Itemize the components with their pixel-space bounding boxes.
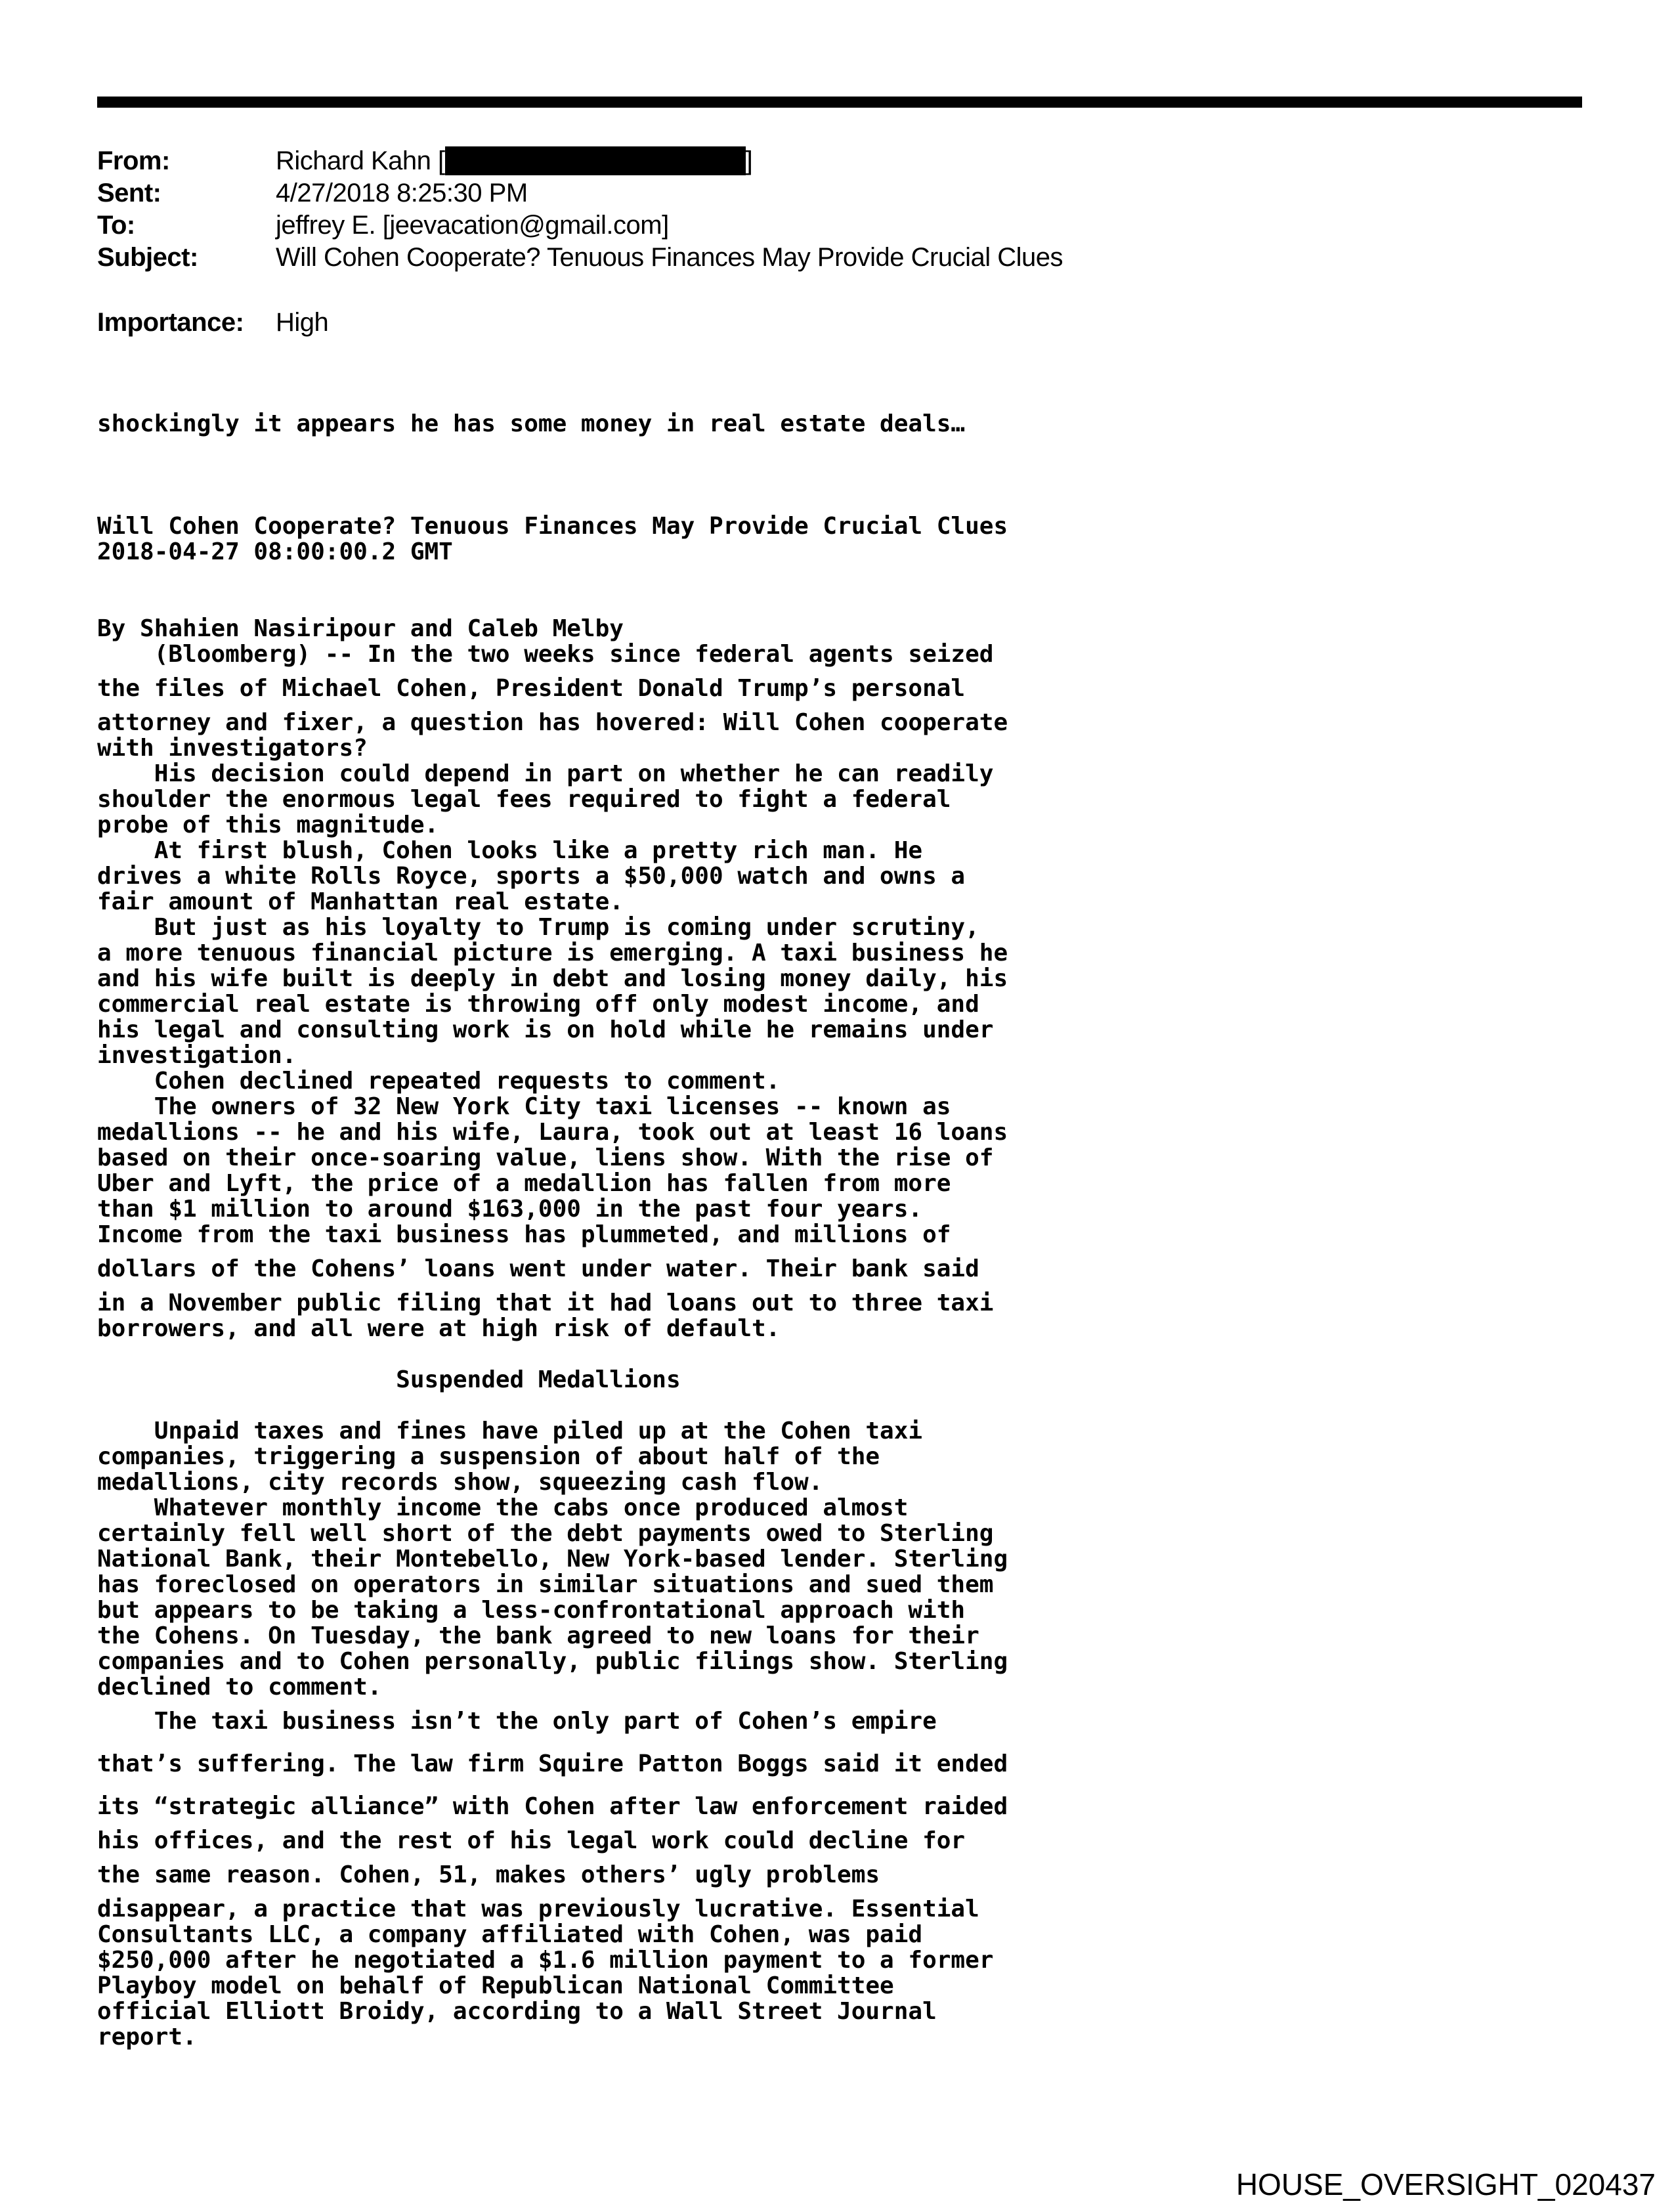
body-line: $250,000 after he negotiated a $1.6 million payment to a former (97, 1947, 994, 1974)
body-blank-line (97, 1341, 1008, 1367)
subject-label: Subject: (97, 243, 198, 272)
importance-label: Importance: (97, 308, 244, 337)
redaction-bar (445, 146, 746, 175)
body-line: dollars of the Cohens’ loans went under water. Their bank said (97, 1255, 979, 1282)
body-line: shockingly it appears he has some money in real estate deals… (97, 410, 966, 437)
body-line: borrowers, and all were at high risk of default. (97, 1315, 781, 1342)
body-line: but appears to be taking a less-confrontational approach with (97, 1597, 966, 1624)
subject-value: Will Cohen Cooperate? Tenuous Finances May Provide Crucial Clues (276, 243, 1063, 272)
sent-label: Sent: (97, 179, 161, 207)
body-line: But just as his loyalty to Trump is coming under scrutiny, (97, 914, 979, 941)
bates-number: HOUSE_OVERSIGHT_020437 (1235, 2167, 1656, 2201)
importance-value: High (276, 308, 329, 337)
body-blank-line (97, 488, 1008, 513)
body-line: disappear, a practice that was previously lucrative. Essential (97, 1896, 979, 1922)
to-label: To: (97, 211, 135, 240)
body-line: investigation. (97, 1042, 297, 1069)
email-body (97, 411, 1008, 2050)
body-line: medallions -- he and his wife, Laura, took out at least 16 loans (97, 1119, 1008, 1146)
body-line: Will Cohen Cooperate? Tenuous Finances May Provide Crucial Clues (97, 513, 1008, 540)
body-blank-line (97, 1393, 1008, 1418)
body-line: Income from the taxi business has plummeted, and millions of (97, 1221, 951, 1248)
body-blank-line (97, 590, 1008, 616)
body-blank-line (97, 462, 1008, 488)
body-line: The taxi business isn’t the only part of Cohen’s empire (97, 1708, 937, 1735)
body-line: its “strategic alliance” with Cohen after law enforcement raided (97, 1793, 1008, 1820)
body-line: companies and to Cohen personally, public filings show. Sterling (97, 1648, 1008, 1675)
body-line: (Bloomberg) -- In the two weeks since federal agents seized (97, 641, 994, 668)
from-value-prefix: Richard Kahn [ (276, 146, 445, 175)
body-line: his offices, and the rest of his legal work could decline for (97, 1827, 966, 1854)
body-line: the Cohens. On Tuesday, the bank agreed to new loans for their (97, 1622, 979, 1649)
body-line: than $1 million to around $163,000 in the past four years. (97, 1196, 923, 1223)
body-line: Suspended Medallions (97, 1366, 681, 1393)
body-line: His decision could depend in part on whether he can readily (97, 760, 994, 787)
body-line: companies, triggering a suspension of about half of the (97, 1443, 880, 1470)
body-line: in a November public filing that it had loans out to three taxi (97, 1290, 994, 1316)
from-label: From: (97, 146, 170, 175)
header-row-to (97, 210, 669, 240)
body-blank-line (97, 437, 1008, 462)
sent-value: 4/27/2018 8:25:30 PM (276, 179, 528, 207)
body-line: with investigators? (97, 735, 368, 762)
body-line: Cohen declined repeated requests to comment. (97, 1068, 781, 1095)
body-line: 2018-04-27 08:00:00.2 GMT (97, 538, 453, 565)
body-line: commercial real estate is throwing off only modest income, and (97, 991, 979, 1018)
body-line: has foreclosed on operators in similar situations and sued them (97, 1571, 994, 1598)
from-value-suffix: ] (745, 146, 753, 175)
body-line: based on their once-soaring value, liens show. With the rise of (97, 1144, 994, 1171)
body-line: attorney and fixer, a question has hovered: Will Cohen cooperate (97, 709, 1008, 736)
body-line: Playboy model on behalf of Republican National Committee (97, 1972, 894, 1999)
body-line: report. (97, 2024, 197, 2050)
body-line: his legal and consulting work is on hold while he remains under (97, 1016, 994, 1043)
body-line: shoulder the enormous legal fees required to fight a federal (97, 786, 951, 813)
body-line: a more tenuous financial picture is emerging. A taxi business he (97, 940, 1008, 966)
body-line: the same reason. Cohen, 51, makes others’ ugly problems (97, 1861, 880, 1888)
header-row-from (97, 146, 752, 176)
body-line: fair amount of Manhattan real estate. (97, 888, 624, 915)
body-line: National Bank, their Montebello, New York-based lender. Sterling (97, 1546, 1008, 1572)
body-line: Unpaid taxes and fines have piled up at the Cohen taxi (97, 1418, 923, 1444)
header-row-sent (97, 178, 528, 208)
body-line: Whatever monthly income the cabs once produced almost (97, 1494, 909, 1521)
header-divider-rule (97, 97, 1582, 108)
body-line: official Elliott Broidy, according to a Wall Street Journal (97, 1998, 937, 2025)
header-row-subject (97, 242, 1063, 272)
body-line: and his wife built is deeply in debt and losing money daily, his (97, 965, 1008, 992)
body-line: At first blush, Cohen looks like a pretty rich man. He (97, 837, 923, 864)
body-line: Consultants LLC, a company affiliated with Cohen, was paid (97, 1921, 923, 1948)
body-line: medallions, city records show, squeezing cash flow. (97, 1469, 823, 1496)
body-line: drives a white Rolls Royce, sports a $50,000 watch and owns a (97, 863, 966, 890)
body-blank-line (97, 565, 1008, 590)
body-line: declined to comment. (97, 1674, 382, 1701)
body-line: that’s suffering. The law firm Squire Patton Boggs said it ended (97, 1750, 1008, 1777)
body-line: probe of this magnitude. (97, 812, 439, 838)
header-row-importance (97, 307, 328, 337)
body-line: Uber and Lyft, the price of a medallion has fallen from more (97, 1170, 951, 1197)
body-line: certainly fell well short of the debt payments owed to Sterling (97, 1520, 994, 1547)
to-value: jeffrey E. [jeevacation@gmail.com] (276, 211, 669, 240)
body-line: By Shahien Nasiripour and Caleb Melby (97, 615, 624, 642)
body-line: the files of Michael Cohen, President Donald Trump’s personal (97, 675, 966, 702)
body-line: The owners of 32 New York City taxi licenses -- known as (97, 1093, 951, 1120)
